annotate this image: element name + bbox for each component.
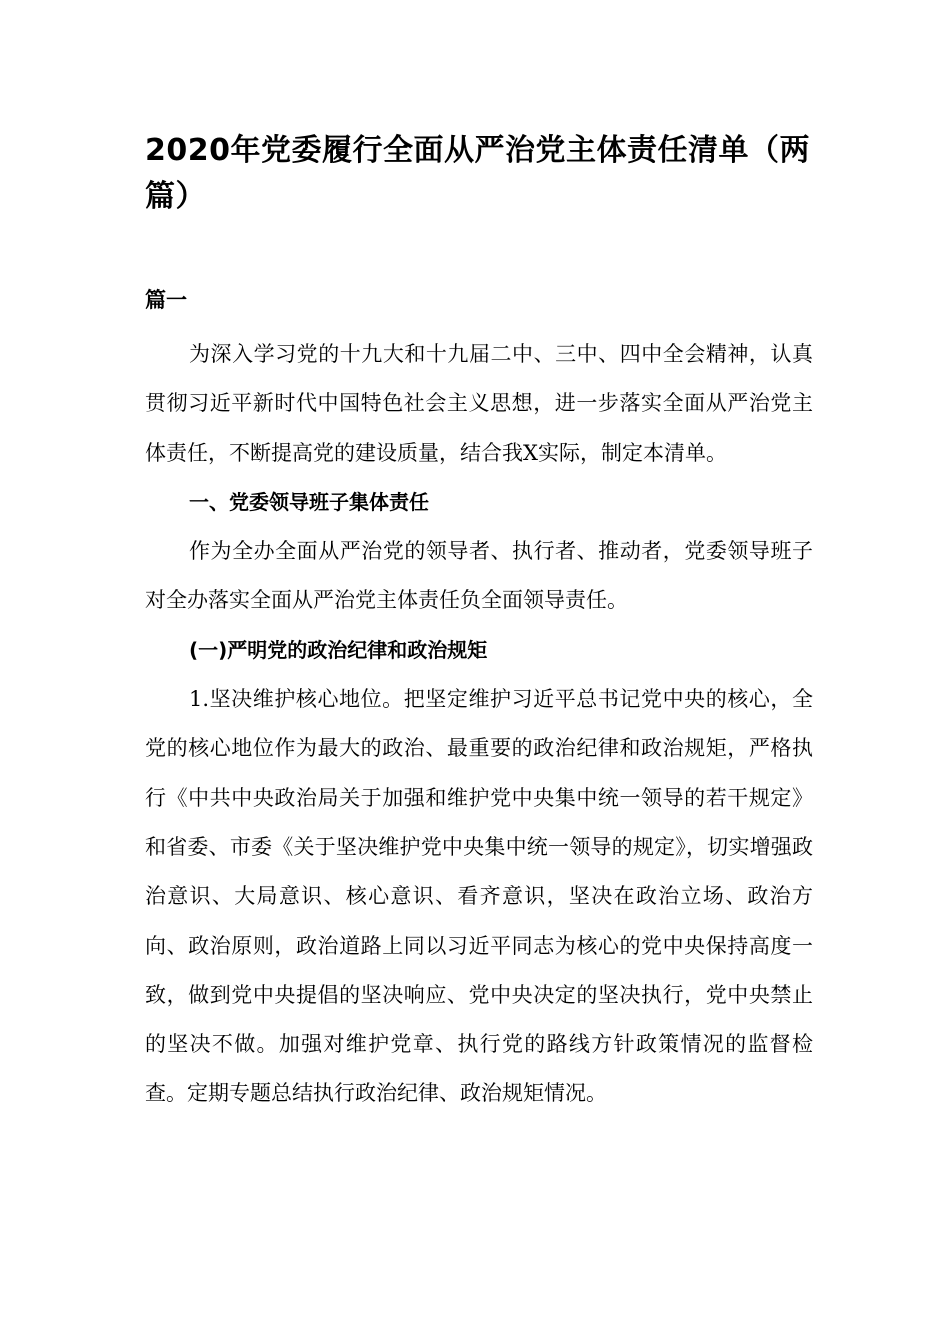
responsibility-paragraph: 作为全办全面从严治党的领导者、执行者、推动者，党委领导班子对全办落实全面从严治党主体责任负全面领导责任。 (145, 539, 813, 613)
section-label: 篇一 (145, 288, 187, 312)
core-position-paragraph: 1.坚决维护核心地位。把坚定维护习近平总书记党中央的核心，全党的核心地位作为最大的政治、最重要的政治纪律和政治规矩，严格执行《中共中央政治局关于加强和维护党中央集中统一领导的若干规定》和省委、市委《关于坚决维护党中央集中统一领导的规定》，切实增强政治意识、大局意识、核心意识、看齐意识，坚决在政治立场、政治方向、政治原则，政治道路上同以习近平同志为核心的党中央保持高度一致，做到党中央提倡的坚决响应、党中央决定的坚决执行，党中央禁止的坚决不做。加强对维护党章、执行党的路线方针政策情况的监督检查。定期专题总结执行政治纪律、政治规矩情况。 (145, 687, 813, 1106)
heading-political-discipline: (一)严明党的政治纪律和政治规矩 (189, 637, 488, 662)
heading-collective-responsibility: 一、党委领导班子集体责任 (189, 489, 429, 514)
intro-paragraph: 为深入学习党的十九大和十九届二中、三中、四中全会精神，认真贯彻习近平新时代中国特色社会主义思想，进一步落实全面从严治党主体责任，不断提高党的建设质量，结合我X实际，制定本清单。 (145, 342, 813, 465)
document-body (145, 330, 813, 1119)
document-title: 2020年党委履行全面从严治党主体责任清单（两篇） (145, 133, 810, 214)
